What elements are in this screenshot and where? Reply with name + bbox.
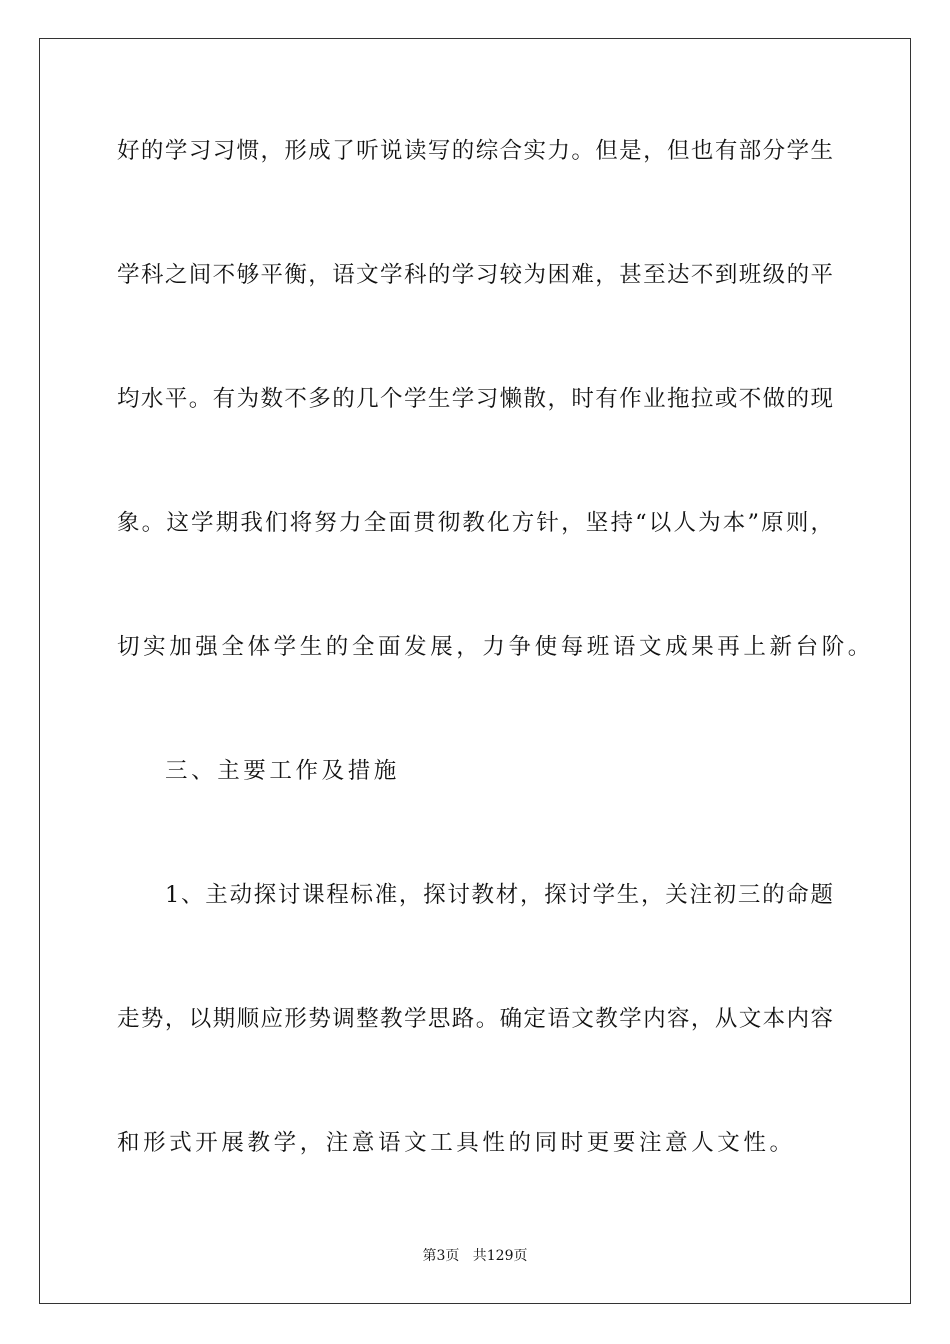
body-text-line: 走势，以期顺应形势调整教学思路。确定语文教学内容，从文本内容	[117, 1006, 833, 1032]
body-text-line: 切实加强全体学生的全面发展，力争使每班语文成果再上新台阶。	[117, 634, 874, 660]
section-heading: 三、主要工作及措施	[165, 758, 400, 784]
body-text-line: 和形式开展教学，注意语文工具性的同时更要注意人文性。	[117, 1130, 796, 1156]
body-text-line: 象。这学期我们将努力全面贯彻教化方针，坚持“以人为本”原则，	[117, 510, 833, 536]
body-text-line: 学科之间不够平衡，语文学科的学习较为困难，甚至达不到班级的平	[117, 262, 833, 288]
page-border	[39, 38, 911, 1304]
body-text-line: 好的学习习惯，形成了听说读写的综合实力。但是，但也有部分学生	[117, 138, 833, 164]
page-indicator: 第3页 共129页	[422, 1248, 528, 1264]
body-text-line: 均水平。有为数不多的几个学生学习懒散，时有作业拖拉或不做的现	[117, 386, 833, 412]
body-text-line: 1、主动探讨课程标准，探讨教材，探讨学生，关注初三的命题	[165, 882, 833, 908]
